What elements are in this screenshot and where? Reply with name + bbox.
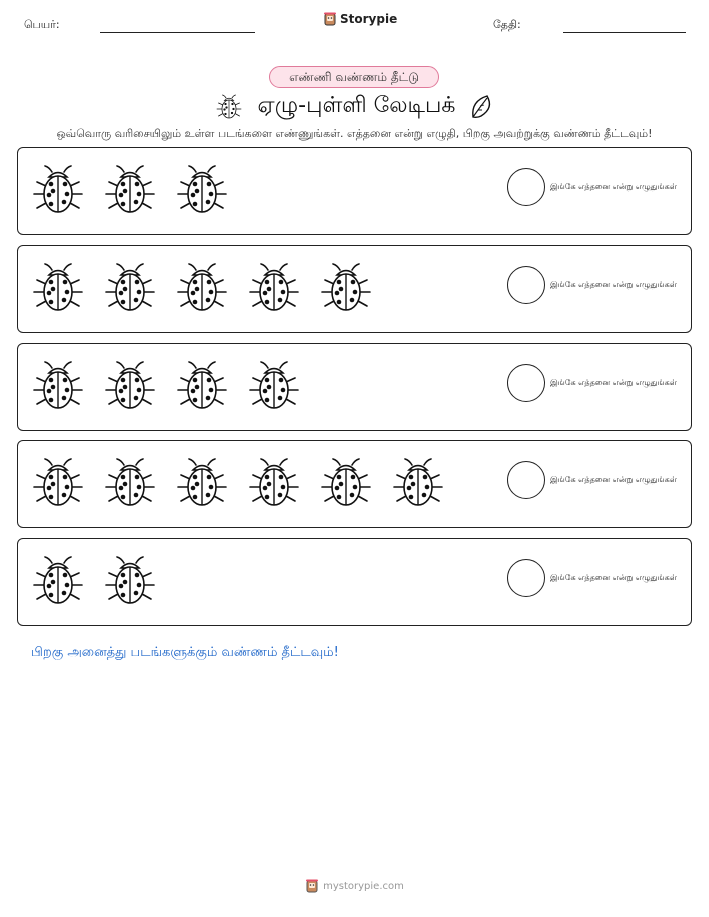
brand-name: Storypie xyxy=(340,12,398,26)
ladybug-picture[interactable] xyxy=(30,260,86,316)
storypie-mascot-icon xyxy=(323,12,337,26)
answer-circle[interactable] xyxy=(507,168,545,206)
site-footer xyxy=(0,879,709,893)
ladybug-picture[interactable] xyxy=(102,455,158,511)
answer-circle[interactable] xyxy=(507,266,545,304)
answer-label: இங்கே எத்தனை என்று எழுதுங்கள் xyxy=(550,280,677,289)
name-label: பெயர்: xyxy=(24,18,60,31)
answer-label: இங்கே எத்தனை என்று எழுதுங்கள் xyxy=(550,182,677,191)
title-row xyxy=(0,90,709,124)
count-row xyxy=(17,343,692,431)
ladybug-picture[interactable] xyxy=(30,553,86,609)
ladybug-picture[interactable] xyxy=(30,162,86,218)
ladybug-group xyxy=(30,553,158,609)
activity-badge: எண்ணி வண்ணம் தீட்டு xyxy=(269,66,439,88)
answer-circle[interactable] xyxy=(507,461,545,499)
ladybug-picture[interactable] xyxy=(318,455,374,511)
ladybug-group xyxy=(30,455,446,511)
ladybug-group xyxy=(30,162,230,218)
answer-label: இங்கே எத்தனை என்று எழுதுங்கள் xyxy=(550,378,677,387)
storypie-mascot-icon xyxy=(305,879,319,893)
answer-circle[interactable] xyxy=(507,364,545,402)
ladybug-picture[interactable] xyxy=(174,260,230,316)
ladybug-picture[interactable] xyxy=(30,455,86,511)
site-url: mystorypie.com xyxy=(323,880,404,892)
answer-circle[interactable] xyxy=(507,559,545,597)
ladybug-icon xyxy=(214,93,244,121)
page-title: ஏழு-புள்ளி லேடிபக் xyxy=(257,93,456,118)
ladybug-picture[interactable] xyxy=(174,162,230,218)
footer-note: பிறகு அனைத்து படங்களுக்கும் வண்ணம் தீட்டவும்! xyxy=(31,645,339,660)
ladybug-group xyxy=(30,260,374,316)
date-label: தேதி: xyxy=(493,18,521,31)
ladybug-picture[interactable] xyxy=(246,260,302,316)
name-line[interactable] xyxy=(100,32,255,33)
instructions: ஒவ்வொரு வரிசையிலும் உள்ள படங்களை எண்ணுங்கள். எத்தனை என்று எழுதி, பிறகு அவற்றுக்கு வண்ணம் தீட்டவும்! xyxy=(56,127,653,140)
ladybug-picture[interactable] xyxy=(102,553,158,609)
ladybug-picture[interactable] xyxy=(102,162,158,218)
ladybug-picture[interactable] xyxy=(102,260,158,316)
answer-label: இங்கே எத்தனை என்று எழுதுங்கள் xyxy=(550,573,677,582)
leaf-icon xyxy=(469,93,495,121)
answer-label: இங்கே எத்தனை என்று எழுதுங்கள் xyxy=(550,475,677,484)
count-row xyxy=(17,245,692,333)
ladybug-group xyxy=(30,358,302,414)
ladybug-picture[interactable] xyxy=(390,455,446,511)
ladybug-picture[interactable] xyxy=(246,358,302,414)
date-line[interactable] xyxy=(563,32,686,33)
ladybug-picture[interactable] xyxy=(30,358,86,414)
worksheet-header xyxy=(0,0,709,48)
ladybug-picture[interactable] xyxy=(318,260,374,316)
count-row xyxy=(17,440,692,528)
brand-logo xyxy=(323,12,397,26)
ladybug-picture[interactable] xyxy=(246,455,302,511)
ladybug-picture[interactable] xyxy=(102,358,158,414)
count-row xyxy=(17,538,692,626)
ladybug-picture[interactable] xyxy=(174,455,230,511)
ladybug-picture[interactable] xyxy=(174,358,230,414)
count-row xyxy=(17,147,692,235)
